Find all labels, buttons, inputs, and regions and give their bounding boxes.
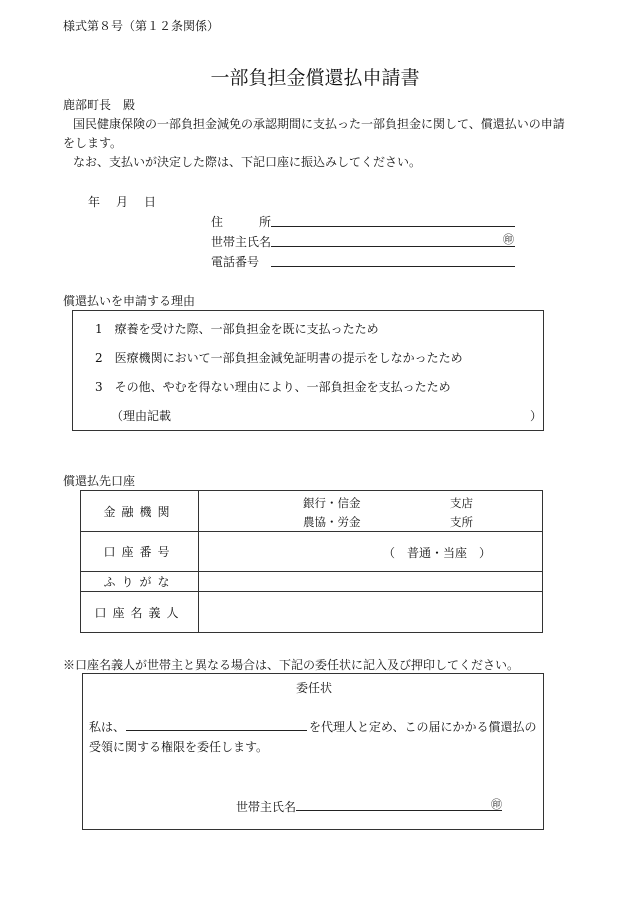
intro-text-line-2: をします。 — [63, 136, 123, 150]
institution-label: 金融機関 — [81, 491, 199, 532]
form-number: 様式第８号（第１２条関係） — [63, 19, 220, 33]
reason-option-1[interactable]: 1 療養を受けた際、一部負担金を既に支払ったため — [95, 322, 379, 336]
bank-label: 銀行・信金 — [303, 496, 361, 510]
delegation-householder-line[interactable] — [296, 810, 502, 811]
seal-mark: ㊞ — [503, 233, 514, 246]
delegation-line-prefix: 私は、 — [89, 720, 126, 734]
account-number-cell[interactable] — [199, 532, 543, 572]
furigana-cell[interactable] — [199, 572, 543, 592]
reasons-box — [72, 310, 544, 431]
delegation-line-suffix: を代理人と定め、この届にかかる償還払の — [309, 720, 537, 734]
address-label: 住 所 — [211, 215, 272, 229]
phone-line[interactable] — [271, 266, 515, 267]
delegation-note: ※口座名義人が世帯主と異なる場合は、下記の委任状に記入及び押印してください。 — [63, 658, 520, 672]
proxy-name-line[interactable] — [126, 730, 307, 731]
phone-label: 電話番号 — [211, 255, 260, 269]
reason-note-open[interactable]: （理由記載 — [111, 409, 172, 423]
delegation-title: 委任状 — [295, 681, 332, 695]
holder-row — [81, 592, 543, 633]
delegation-seal-mark: ㊞ — [491, 798, 502, 811]
householder-name-label: 世帯主氏名 — [211, 235, 272, 249]
holder-cell[interactable] — [199, 592, 543, 633]
institution-row — [81, 491, 543, 532]
furigana-row — [81, 572, 543, 592]
form-title: 一部負担金償還払申請書 — [210, 67, 420, 89]
delegation-householder-label: 世帯主氏名 — [236, 800, 297, 814]
date-field[interactable]: 年 月 日 — [88, 195, 159, 209]
householder-name-line[interactable] — [271, 246, 515, 247]
agri-label: 農協・労金 — [303, 515, 361, 529]
address-line[interactable] — [271, 226, 515, 227]
delegation-line-2: 受領に関する権限を委任します。 — [89, 740, 269, 754]
account-type-options[interactable]: （ 普通・当座 ） — [383, 546, 492, 560]
delegation-box — [82, 673, 544, 830]
account-table — [80, 490, 543, 633]
account-number-row — [81, 532, 543, 572]
addressee: 鹿部町長 殿 — [63, 98, 136, 112]
institution-cell[interactable] — [199, 491, 543, 532]
reason-note-close: ） — [530, 409, 543, 423]
office-label: 支所 — [450, 515, 473, 529]
branch-label: 支店 — [450, 496, 473, 510]
reason-option-3[interactable]: 3 その他、やむを得ない理由により、一部負担金を支払ったため — [95, 380, 451, 394]
reasons-heading: 償還払いを申請する理由 — [63, 294, 196, 308]
intro-text-line-1: 国民健康保険の一部負担金減免の承認期間に支払った一部負担金に関して、償還払いの申請 — [73, 117, 565, 131]
intro-text-line-3: なお、支払いが決定した際は、下記口座に振込みしてください。 — [73, 155, 422, 169]
furigana-label: ふりがな — [81, 572, 199, 592]
holder-label: 口座名義人 — [81, 592, 199, 633]
account-number-label: 口座番号 — [81, 532, 199, 572]
reason-option-2[interactable]: 2 医療機関において一部負担金減免証明書の提示をしなかったため — [95, 351, 463, 365]
account-heading: 償還払先口座 — [63, 474, 136, 488]
